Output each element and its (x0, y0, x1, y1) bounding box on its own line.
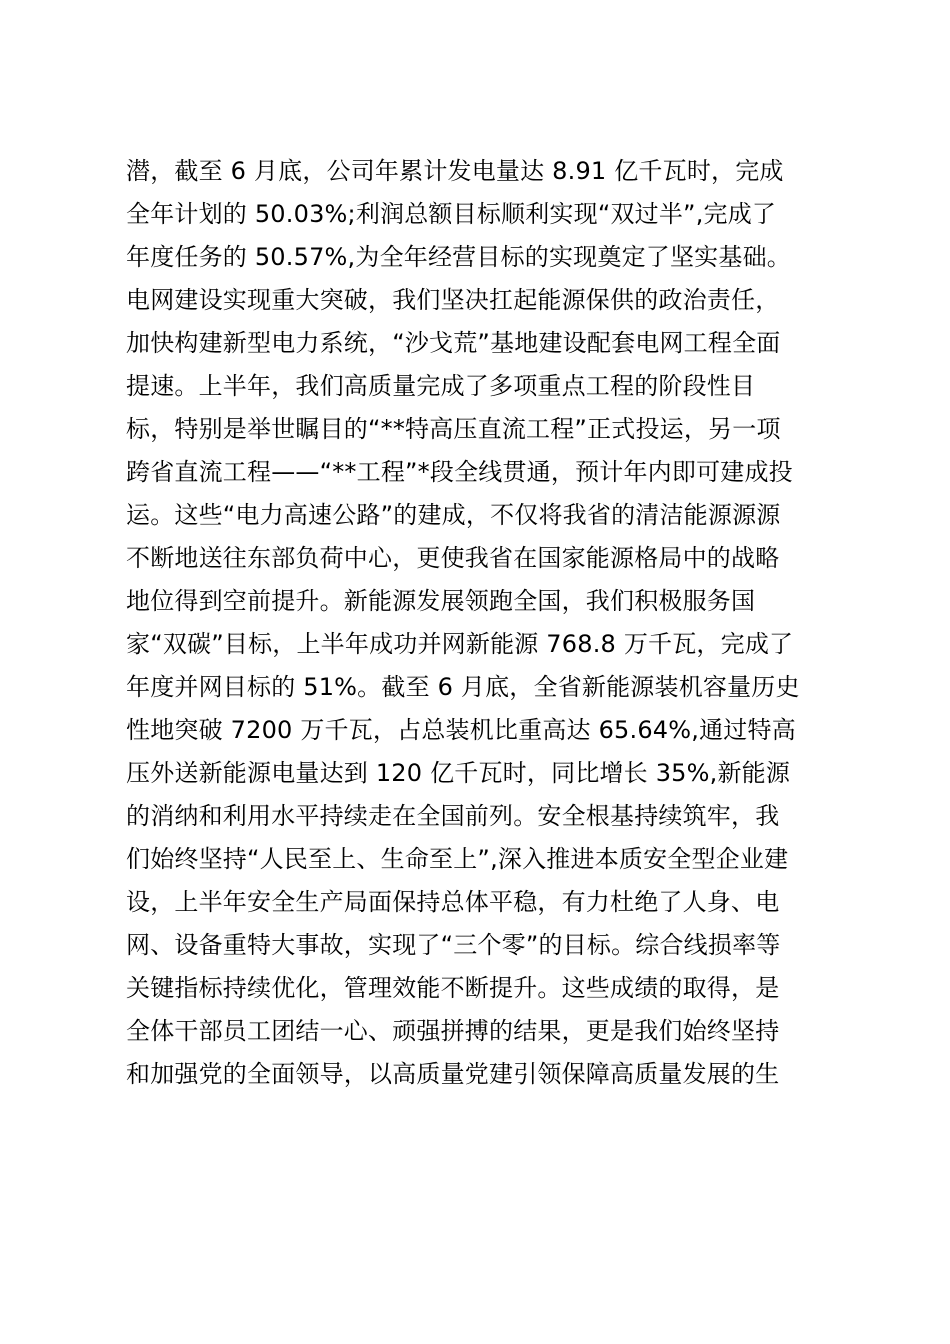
text-line: 全年计划的 50.03%;利润总额目标顺利实现“双过半”,完成了 (126, 200, 777, 228)
text-line: 标，特别是举世瞩目的“**特高压直流工程”正式投运，另一项 (126, 415, 781, 443)
text-line: 设，上半年安全生产局面保持总体平稳，有力杜绝了人身、电 (126, 888, 780, 916)
text-line: 全体干部员工团结一心、顽强拼搏的结果，更是我们始终坚持 (126, 1017, 780, 1045)
text-line: 压外送新能源电量达到 120 亿千瓦时，同比增长 35%,新能源 (126, 759, 791, 787)
text-line: 年度并网目标的 51%。截至 6 月底，全省新能源装机容量历史 (126, 673, 800, 701)
text-line: 提速。上半年，我们高质量完成了多项重点工程的阶段性目 (126, 372, 756, 400)
text-line: 地位得到空前提升。新能源发展领跑全国，我们积极服务国 (126, 587, 756, 615)
text-line: 潜，截至 6 月底，公司年累计发电量达 8.91 亿千瓦时，完成 (126, 157, 784, 185)
text-line: 不断地送往东部负荷中心，更使我省在国家能源格局中的战略 (126, 544, 780, 572)
text-line: 家“双碳”目标，上半年成功并网新能源 768.8 万千瓦，完成了 (126, 630, 794, 658)
text-line: 关键指标持续优化，管理效能不断提升。这些成绩的取得，是 (126, 974, 780, 1002)
text-line: 和加强党的全面领导，以高质量党建引领保障高质量发展的生 (126, 1060, 780, 1088)
text-line: 电网建设实现重大突破，我们坚决扛起能源保供的政治责任， (126, 286, 780, 314)
text-line: 的消纳和利用水平持续走在全国前列。安全根基持续筑牢，我 (126, 802, 780, 830)
text-line: 性地突破 7200 万千瓦，占总装机比重高达 65.64%,通过特高 (126, 716, 796, 744)
text-line: 运。这些“电力高速公路”的建成，不仅将我省的清洁能源源源 (126, 501, 781, 529)
text-line: 们始终坚持“人民至上、生命至上”,深入推进本质安全型企业建 (126, 845, 789, 873)
body-paragraph (126, 150, 836, 1096)
text-line: 网、设备重特大事故，实现了“三个零”的目标。综合线损率等 (126, 931, 781, 959)
text-line: 年度任务的 50.57%,为全年经营目标的实现奠定了坚实基础。 (126, 243, 791, 271)
text-line: 跨省直流工程——“**工程”*段全线贯通，预计年内即可建成投 (126, 458, 793, 486)
text-line: 加快构建新型电力系统，“沙戈荒”基地建设配套电网工程全面 (126, 329, 781, 357)
